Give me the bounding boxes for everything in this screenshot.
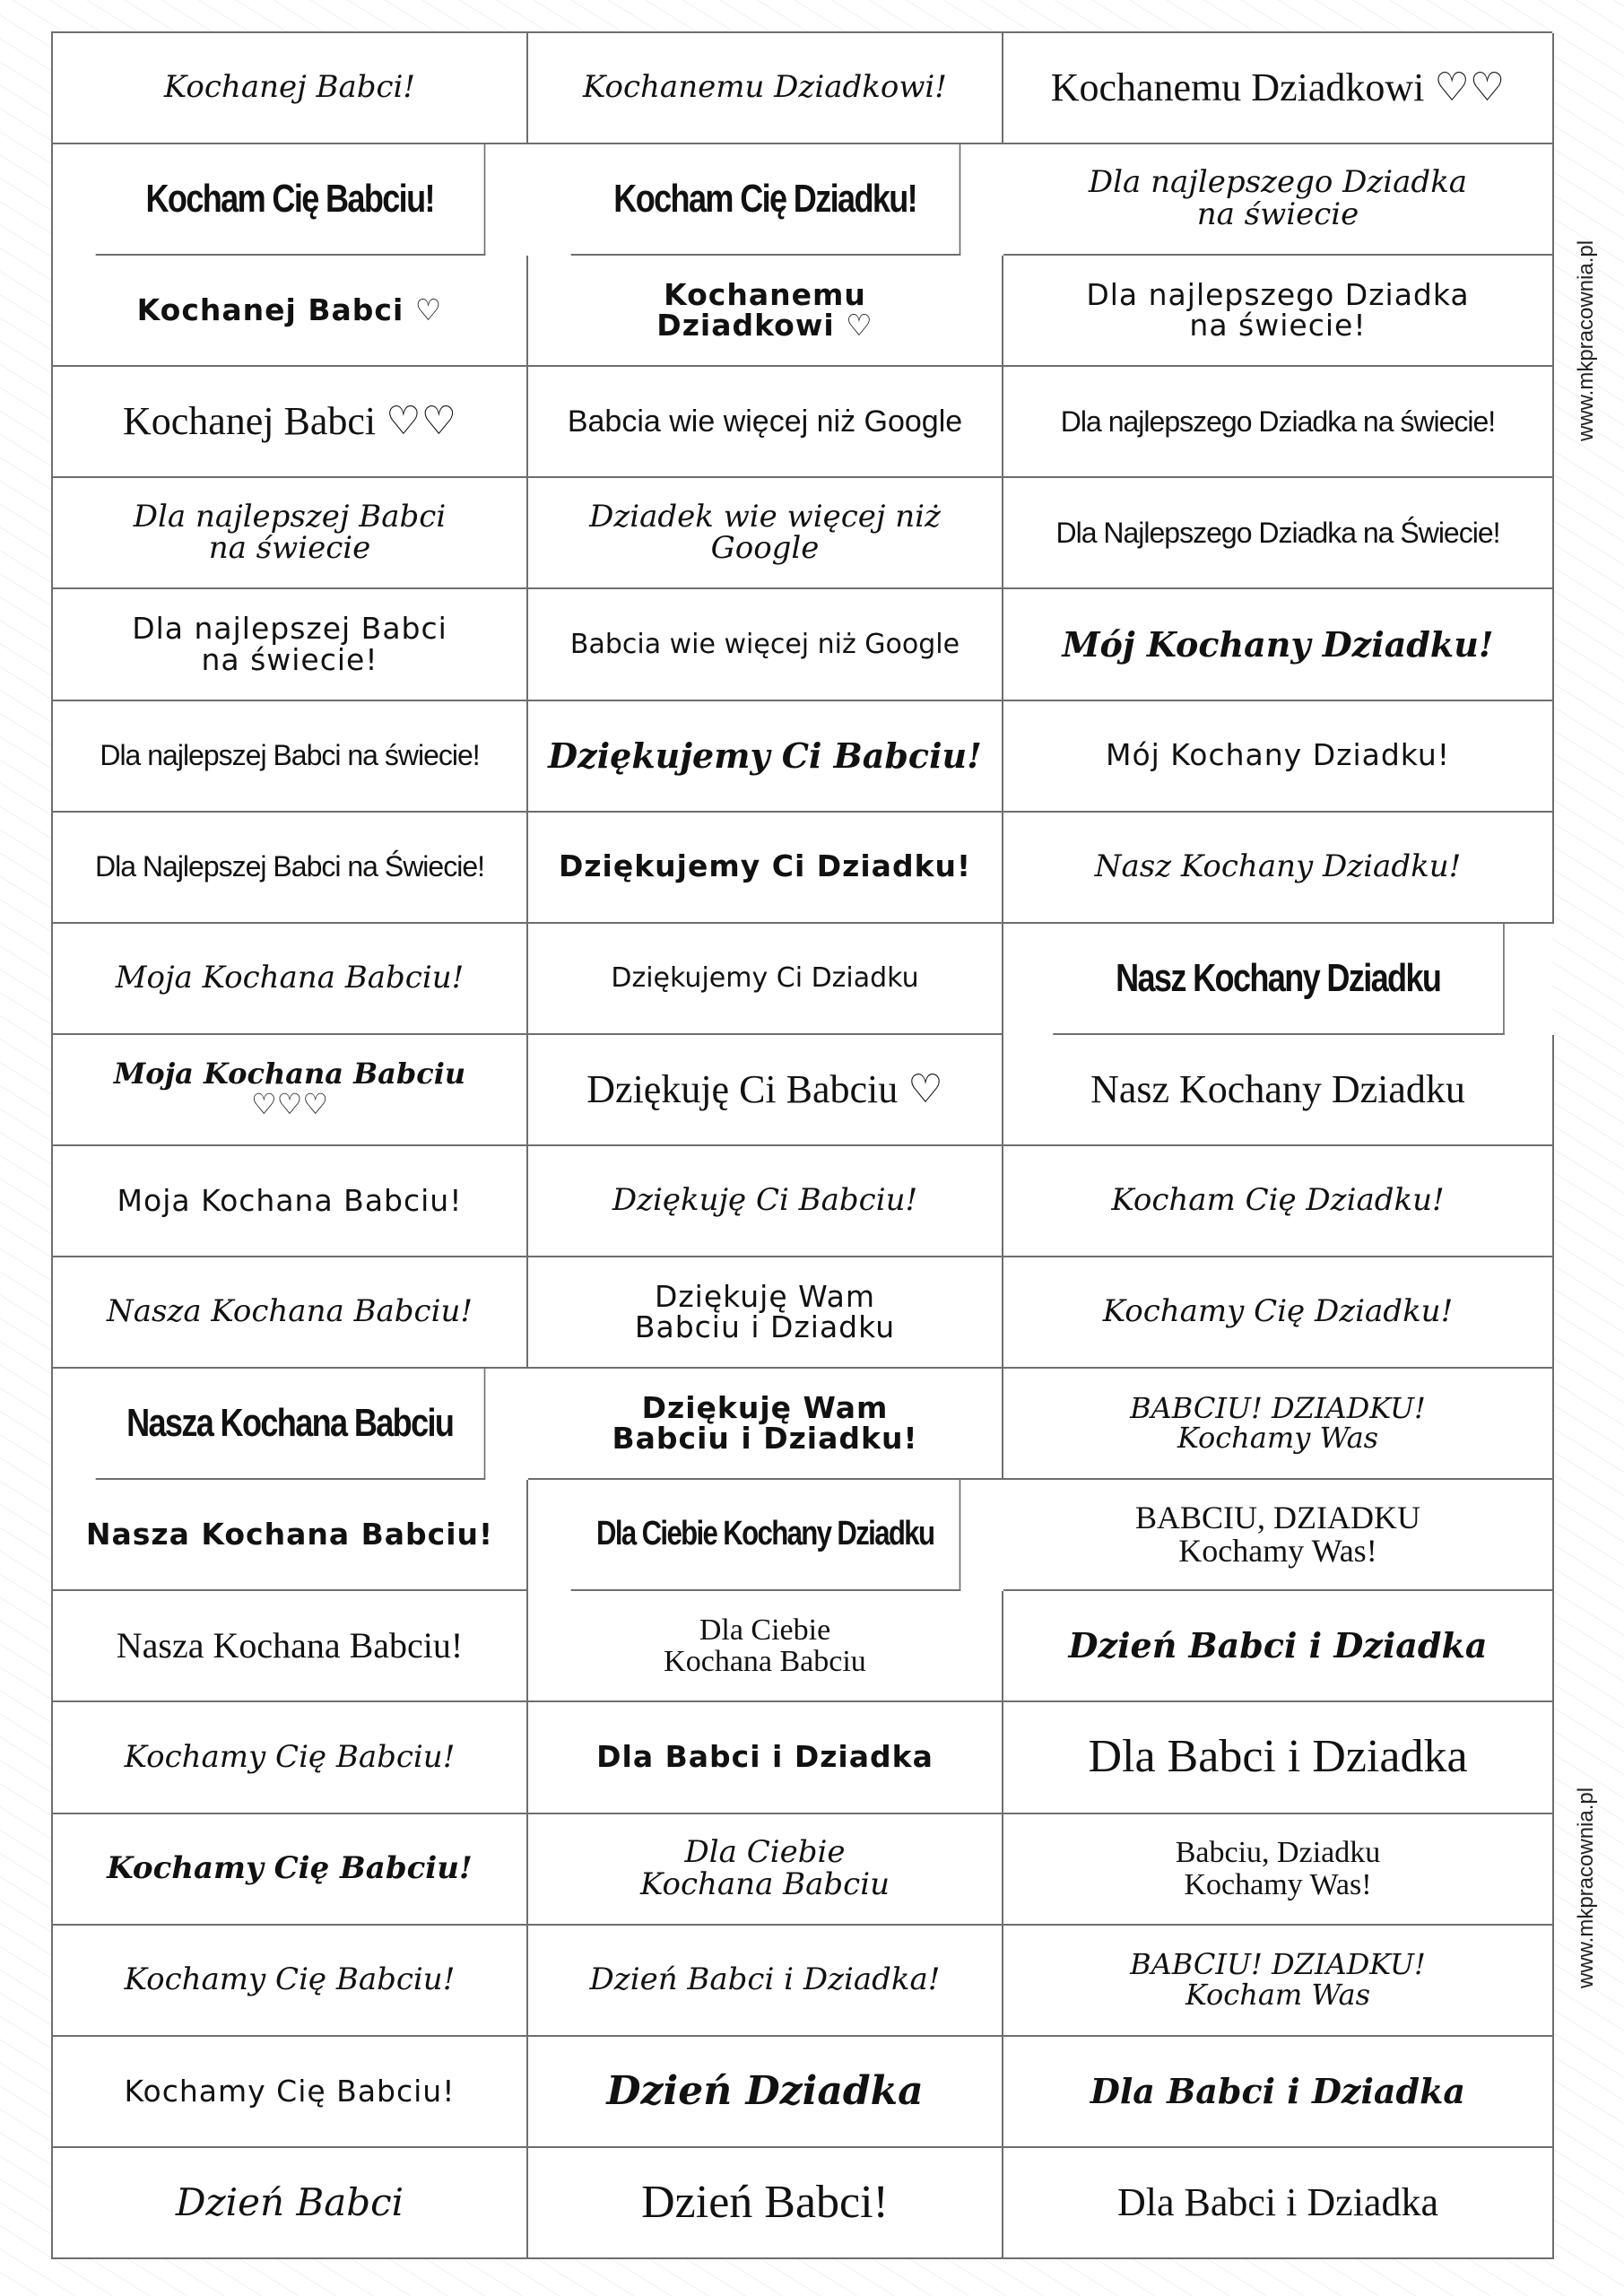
label-cell: Dla najlepszego Dziadka na świecie! <box>1003 367 1554 478</box>
label-cell: Kochanej Babci! <box>53 33 528 144</box>
label-cell: Dziękuję Wam Babciu i Dziadku <box>528 1257 1003 1369</box>
label-cell: Nasz Kochany Dziadku <box>1003 1035 1554 1146</box>
label-cell: Kocham Cię Babciu! <box>96 144 486 256</box>
label-cell: Dziękujemy Ci Babciu! <box>528 701 1003 813</box>
label-cell: Nasza Kochana Babciu! <box>53 1480 528 1591</box>
label-cell: Kochamy Cię Babciu! <box>53 1702 528 1813</box>
label-cell: Dzień Babci <box>53 2148 528 2259</box>
label-cell: BABCIU! DZIADKU! Kocham Was <box>1003 1926 1554 2037</box>
label-cell: Kochanemu Dziadkowi ♡ <box>528 256 1003 367</box>
label-cell: Dla Ciebie Kochany Dziadku <box>571 1480 961 1591</box>
label-cell: Nasz Kochany Dziadku! <box>1003 813 1554 924</box>
label-cell: Babciu, Dziadku Kochamy Was! <box>1003 1814 1554 1926</box>
label-cell: Dla Najlepszej Babci na Świecie! <box>53 813 528 924</box>
label-cell: Dla Babci i Dziadka <box>1003 2148 1554 2259</box>
label-cell: Babcia wie więcej niż Google <box>528 367 1003 478</box>
label-cell: Moja Kochana Babciu! <box>53 1146 528 1257</box>
label-cell: Dziękuję Wam Babciu i Dziadku! <box>528 1369 1003 1480</box>
label-cell: Dla Babci i Dziadka <box>528 1702 1003 1813</box>
label-cell: Kochanemu Dziadkowi ♡♡ <box>1003 33 1554 144</box>
label-cell: Dla Babci i Dziadka <box>1003 2037 1554 2148</box>
label-cell: Dzień Babci! <box>528 2148 1003 2259</box>
label-cell: Dla Ciebie Kochana Babciu <box>528 1591 1003 1702</box>
label-cell: Kochamy Cię Babciu! <box>53 1814 528 1926</box>
label-cell: Dla Najlepszego Dziadka na Świecie! <box>1003 478 1554 589</box>
label-cell: Kochanej Babci ♡ <box>53 256 528 367</box>
label-cell: Kochamy Cię Babciu! <box>53 1926 528 2037</box>
label-cell: Dla Babci i Dziadka <box>1003 1702 1554 1813</box>
label-cell: Kochamy Cię Dziadku! <box>1003 1257 1554 1369</box>
website-url: www.mkpracownia.pl <box>1574 239 1598 442</box>
label-cell: Dla najlepszego Dziadka na świecie <box>1003 144 1554 256</box>
label-cell: Dziękujemy Ci Dziadku <box>528 924 1003 1035</box>
label-cell: Nasz Kochany Dziadku <box>1053 924 1504 1035</box>
label-cell: Kochanej Babci ♡♡ <box>53 367 528 478</box>
website-url: www.mkpracownia.pl <box>1574 1787 1598 1989</box>
label-cell: Babcia wie więcej niż Google <box>528 589 1003 700</box>
label-cell: BABCIU! DZIADKU! Kochamy Was <box>1003 1369 1554 1480</box>
label-cell: BABCIU, DZIADKU Kochamy Was! <box>1003 1480 1554 1591</box>
label-cell: Dziadek wie więcej niż Google <box>528 478 1003 589</box>
label-cell: Dziękuję Ci Babciu ♡ <box>528 1035 1003 1146</box>
label-cell: Kochanemu Dziadkowi! <box>528 33 1003 144</box>
label-cell: Dziękuję Ci Babciu! <box>528 1146 1003 1257</box>
label-cell: Nasza Kochana Babciu! <box>53 1257 528 1369</box>
label-cell: Mój Kochany Dziadku! <box>1003 589 1554 700</box>
label-cell: Kocham Cię Dziadku! <box>571 144 961 256</box>
label-cell: Dla najlepszej Babci na świecie <box>53 478 528 589</box>
label-cell: Dzień Babci i Dziadka! <box>528 1926 1003 2037</box>
label-cell: Dla najlepszej Babci na świecie! <box>53 701 528 813</box>
label-cell: Mój Kochany Dziadku! <box>1003 701 1554 813</box>
label-cell: Nasza Kochana Babciu <box>96 1369 486 1480</box>
label-cell: Nasza Kochana Babciu! <box>53 1591 528 1702</box>
label-cell: Kochamy Cię Babciu! <box>53 2037 528 2148</box>
label-cell: Moja Kochana Babciu ♡♡♡ <box>53 1035 528 1146</box>
label-cell: Dla najlepszej Babci na świecie! <box>53 589 528 700</box>
label-cell: Dla Ciebie Kochana Babciu <box>528 1814 1003 1926</box>
label-cell: Dzień Dziadka <box>528 2037 1003 2148</box>
label-cell: Kocham Cię Dziadku! <box>1003 1146 1554 1257</box>
label-sheet <box>51 31 1552 2259</box>
label-cell: Moja Kochana Babciu! <box>53 924 528 1035</box>
label-cell: Dla najlepszego Dziadka na świecie! <box>1003 256 1554 367</box>
label-cell: Dziękujemy Ci Dziadku! <box>528 813 1003 924</box>
label-cell: Dzień Babci i Dziadka <box>1003 1591 1554 1702</box>
